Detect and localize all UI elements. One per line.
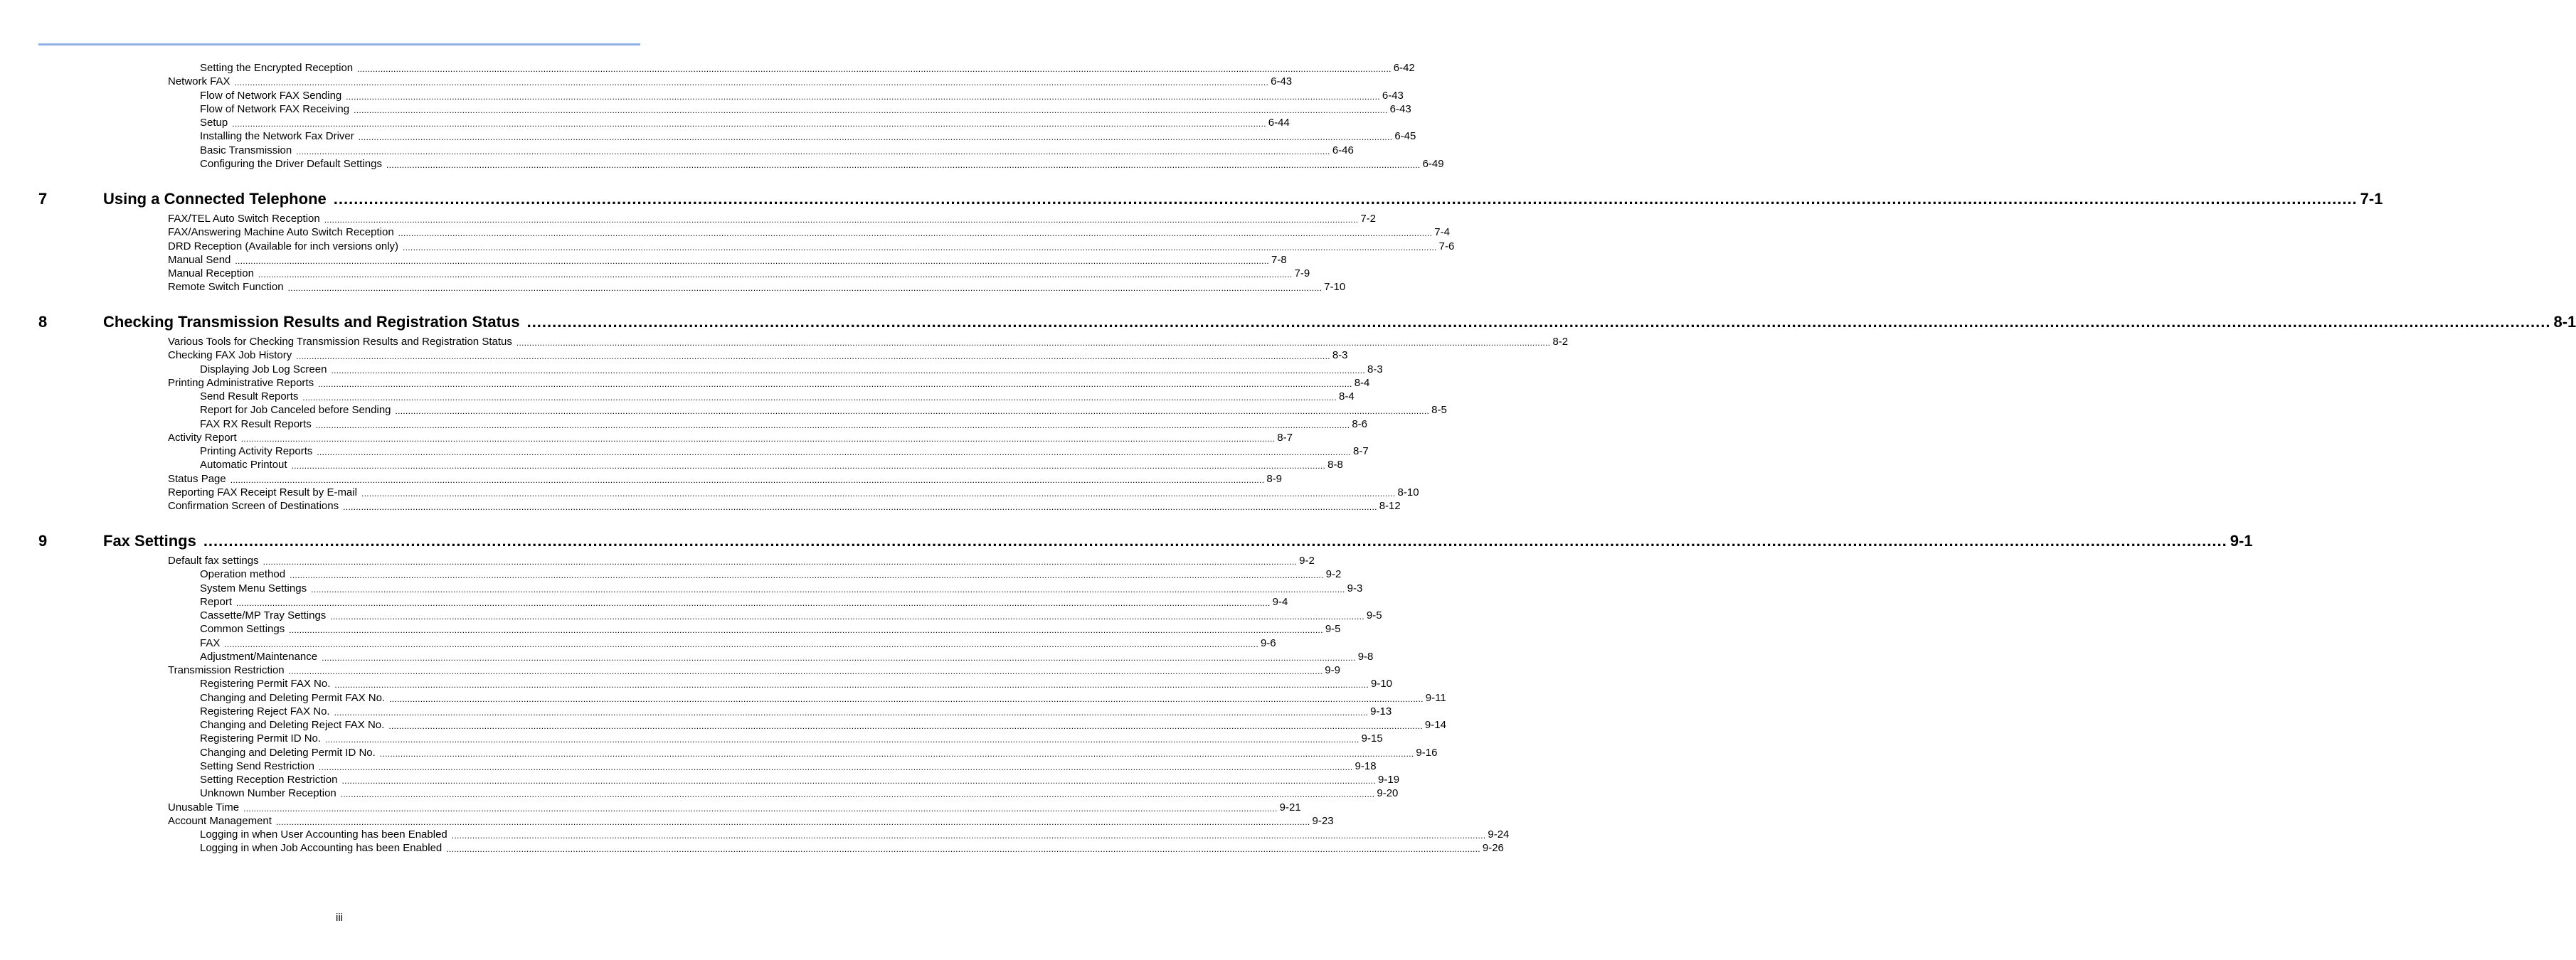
entry-page: 9-14 bbox=[1424, 719, 1446, 731]
toc-entry[interactable] bbox=[168, 472, 1283, 486]
dot-leader: ................................................................................................................................................................................................................................................................................................................................................................................................................ bbox=[287, 283, 1323, 293]
toc-entry[interactable] bbox=[200, 705, 1392, 718]
dot-leader: ................................................................................................................................................................................................................................................................................................................................................................................................................ bbox=[290, 570, 1324, 580]
dot-leader: ................................................................................................................................................................................................................................................................................................................................................................................................................ bbox=[398, 228, 1433, 238]
entry-page: 6-42 bbox=[1393, 62, 1415, 74]
dot-leader: ................................................................................................................................................................................................................................................................................................................................................................................................................ bbox=[235, 256, 1269, 266]
entry-page: 8-4 bbox=[1339, 390, 1355, 402]
entry-page: 7-10 bbox=[1324, 281, 1346, 293]
entry-page: 6-43 bbox=[1271, 75, 1293, 87]
entry-title: Unusable Time bbox=[168, 801, 240, 814]
dot-leader: ................................................................................................................................................................................................................................................................................................................................................................................................................ bbox=[291, 461, 1326, 471]
entry-title: Changing and Deleting Reject FAX No. bbox=[200, 719, 385, 731]
entry-title: Changing and Deleting Permit FAX No. bbox=[200, 692, 386, 704]
dot-leader: ................................................................................................................................................................................................................................................................................................................................................................................................................ bbox=[343, 502, 1377, 512]
toc-entry[interactable] bbox=[200, 609, 1382, 622]
page-number: iii bbox=[336, 912, 343, 924]
entry-title: System Menu Settings bbox=[200, 582, 307, 594]
toc-entry[interactable] bbox=[200, 650, 1374, 663]
dot-leader: ................................................................................................................................................................................................................................................................................................................................................................................................................ bbox=[234, 78, 1269, 87]
entry-page: 6-49 bbox=[1422, 158, 1444, 170]
entry-title: Default fax settings bbox=[168, 555, 259, 567]
entry-page: 9-18 bbox=[1355, 760, 1377, 772]
toc-entry[interactable] bbox=[168, 267, 1310, 280]
toc-entry[interactable] bbox=[168, 225, 1450, 239]
dot-leader: ................................................................................................................................................................................................................................................................................................................................................................................................................ bbox=[451, 831, 1486, 841]
dot-leader: ................................................................................................................................................................................................................................................................................................................................................................................................................ bbox=[516, 338, 1551, 348]
entry-page: 9-10 bbox=[1371, 678, 1393, 690]
toc-entry[interactable] bbox=[200, 718, 1446, 732]
toc-entry[interactable] bbox=[200, 403, 1447, 417]
entry-page: 9-8 bbox=[1357, 651, 1374, 663]
dot-leader: ................................................................................................................................................................................................................................................................................................................................................................................................................ bbox=[324, 215, 1359, 225]
dot-leader: ................................................................................................................................................................................................................................................................................................................................................................................................................ bbox=[315, 420, 1350, 430]
entry-title: Operation method bbox=[200, 568, 286, 580]
entry-page: 9-5 bbox=[1366, 609, 1382, 622]
entry-title: Remote Switch Function bbox=[168, 281, 284, 293]
entry-page: 6-43 bbox=[1382, 90, 1404, 102]
entry-page: 8-3 bbox=[1332, 349, 1348, 361]
entry-page: 8-4 bbox=[1354, 377, 1370, 389]
entry-page: 9-24 bbox=[1488, 828, 1510, 841]
chapter-page: 9-1 bbox=[2230, 532, 2253, 550]
toc-entry[interactable] bbox=[200, 828, 1510, 841]
dot-leader: ................................................................................................................................................................................................................................................................................................................................................................................................................ bbox=[318, 379, 1352, 389]
entry-page: 7-8 bbox=[1271, 254, 1287, 266]
entry-title: Common Settings bbox=[200, 623, 285, 635]
entry-title: Setting Send Restriction bbox=[200, 760, 314, 772]
entry-page: 9-9 bbox=[1325, 664, 1340, 676]
entry-title: Network FAX bbox=[168, 75, 230, 87]
toc-entry[interactable] bbox=[168, 212, 1377, 225]
entry-title: Various Tools for Checking Transmission Results and Registration Status bbox=[168, 336, 512, 348]
dot-leader: ................................................................................................................................................................................................................................................................................................................................................................................................................ bbox=[302, 393, 1337, 402]
toc-entry[interactable] bbox=[168, 75, 1293, 88]
dot-leader: ................................................................................................................................................................................................................................................................................................................................................................................................................ bbox=[243, 804, 1278, 814]
toc-entry[interactable] bbox=[200, 102, 1411, 116]
entry-title: FAX RX Result Reports bbox=[200, 418, 312, 430]
dot-leader: ................................................................................................................................................................................................................................................................................................................................................................................................................ bbox=[232, 119, 1266, 129]
entry-page: 9-11 bbox=[1425, 692, 1446, 704]
entry-page: 9-15 bbox=[1361, 732, 1383, 745]
chapter-title: Checking Transmission Results and Registration Status bbox=[103, 313, 520, 331]
entry-page: 8-10 bbox=[1397, 486, 1419, 498]
entry-title: Printing Administrative Reports bbox=[168, 377, 314, 389]
dot-leader: ................................................................................................................................................................................................................................................................................................................................................................................................................ bbox=[354, 105, 1388, 115]
toc-entry[interactable] bbox=[168, 280, 1346, 294]
entry-title: Changing and Deleting Permit ID No. bbox=[200, 747, 376, 759]
header-rule bbox=[38, 43, 640, 46]
entry-title: Registering Permit ID No. bbox=[200, 732, 322, 745]
entry-page: 6-43 bbox=[1389, 103, 1411, 115]
toc-entry[interactable] bbox=[168, 663, 1340, 677]
dot-leader: ................................................................................................................................................................................................................................................................................................................................................................................................................ bbox=[526, 313, 2551, 331]
entry-title: Automatic Printout bbox=[200, 459, 287, 471]
entry-title: DRD Reception (Available for inch versions only) bbox=[168, 240, 399, 252]
entry-page: 9-19 bbox=[1378, 774, 1400, 786]
chapter-number: 7 bbox=[38, 190, 48, 208]
dot-leader: ................................................................................................................................................................................................................................................................................................................................................................................................................ bbox=[224, 639, 1258, 649]
entry-page: 6-44 bbox=[1268, 117, 1290, 129]
toc-entry[interactable] bbox=[168, 801, 1301, 814]
toc-entry[interactable] bbox=[200, 567, 1342, 581]
dot-leader: ................................................................................................................................................................................................................................................................................................................................................................................................................ bbox=[203, 532, 2227, 550]
dot-leader: ................................................................................................................................................................................................................................................................................................................................................................................................................ bbox=[311, 585, 1345, 594]
toc-entry[interactable] bbox=[200, 691, 1446, 705]
dot-leader: ................................................................................................................................................................................................................................................................................................................................................................................................................ bbox=[263, 557, 1298, 567]
chapter-title: Using a Connected Telephone bbox=[103, 190, 327, 208]
toc-entry[interactable] bbox=[168, 554, 1315, 567]
toc-entry[interactable] bbox=[200, 390, 1355, 403]
entry-title: Transmission Restriction bbox=[168, 664, 285, 676]
entry-title: Send Result Reports bbox=[200, 390, 299, 402]
entry-page: 6-46 bbox=[1332, 144, 1354, 156]
entry-title: Configuring the Driver Default Settings bbox=[200, 158, 382, 170]
entry-page: 9-13 bbox=[1370, 705, 1392, 718]
toc-entry[interactable] bbox=[168, 814, 1334, 828]
entry-page: 9-5 bbox=[1325, 623, 1341, 635]
entry-title: Logging in when User Accounting has been Enabled bbox=[200, 828, 447, 841]
dot-leader: ................................................................................................................................................................................................................................................................................................................................................................................................................ bbox=[275, 817, 1310, 827]
dot-leader: ................................................................................................................................................................................................................................................................................................................................................................................................................ bbox=[341, 776, 1377, 786]
toc-entry[interactable] bbox=[200, 636, 1276, 650]
chapter-number: 8 bbox=[38, 313, 48, 331]
entry-title: Basic Transmission bbox=[200, 144, 292, 156]
entry-title: Activity Report bbox=[168, 432, 237, 444]
entry-title: FAX bbox=[200, 637, 221, 649]
entry-page: 8-5 bbox=[1431, 404, 1447, 416]
dot-leader: ................................................................................................................................................................................................................................................................................................................................................................................................................ bbox=[296, 146, 1330, 156]
entry-page: 9-2 bbox=[1325, 568, 1342, 580]
dot-leader: ................................................................................................................................................................................................................................................................................................................................................................................................................ bbox=[357, 64, 1392, 74]
entry-title: Cassette/MP Tray Settings bbox=[200, 609, 327, 622]
chapter-page: 7-1 bbox=[2360, 190, 2383, 208]
dot-leader: ................................................................................................................................................................................................................................................................................................................................................................................................................ bbox=[334, 708, 1369, 718]
entry-title: Setup bbox=[200, 117, 228, 129]
entry-title: FAX/TEL Auto Switch Reception bbox=[168, 213, 320, 225]
toc-entry[interactable] bbox=[168, 335, 1569, 348]
entry-title: Setting the Encrypted Reception bbox=[200, 62, 354, 74]
toc-entry[interactable] bbox=[200, 458, 1343, 471]
toc-entry[interactable] bbox=[200, 582, 1363, 595]
entry-title: Adjustment/Maintenance bbox=[200, 651, 318, 663]
chapter-title: Fax Settings bbox=[103, 532, 196, 550]
entry-page: 8-7 bbox=[1277, 432, 1293, 444]
entry-title: FAX/Answering Machine Auto Switch Reception bbox=[168, 226, 394, 238]
entry-title: Installing the Network Fax Driver bbox=[200, 130, 354, 142]
dot-leader: ................................................................................................................................................................................................................................................................................................................................................................................................................ bbox=[358, 132, 1393, 142]
entry-page: 9-2 bbox=[1299, 555, 1315, 567]
dot-leader: ................................................................................................................................................................................................................................................................................................................................................................................................................ bbox=[403, 242, 1437, 252]
entry-title: Account Management bbox=[168, 815, 272, 827]
entry-title: Report bbox=[200, 596, 233, 608]
toc-entry[interactable] bbox=[200, 116, 1290, 129]
dot-leader: ................................................................................................................................................................................................................................................................................................................................................................................................................ bbox=[296, 351, 1330, 361]
entry-title: Reporting FAX Receipt Result by E-mail bbox=[168, 486, 357, 498]
chapter-page: 8-1 bbox=[2553, 313, 2576, 331]
toc-entry[interactable] bbox=[168, 240, 1455, 253]
entry-title: Registering Permit FAX No. bbox=[200, 678, 331, 690]
entry-title: Manual Send bbox=[168, 254, 231, 266]
entry-page: 9-23 bbox=[1312, 815, 1334, 827]
toc-entry[interactable] bbox=[200, 595, 1288, 609]
toc-entry[interactable] bbox=[200, 417, 1368, 431]
entry-page: 8-9 bbox=[1266, 473, 1283, 485]
toc-entry[interactable] bbox=[168, 486, 1419, 499]
entry-page: 9-4 bbox=[1272, 596, 1288, 608]
dot-leader: ................................................................................................................................................................................................................................................................................................................................................................................................................ bbox=[322, 653, 1356, 663]
dot-leader: ................................................................................................................................................................................................................................................................................................................................................................................................................ bbox=[346, 92, 1380, 102]
dot-leader: ................................................................................................................................................................................................................................................................................................................................................................................................................ bbox=[330, 612, 1364, 622]
entry-title: Report for Job Canceled before Sending bbox=[200, 404, 391, 416]
dot-leader: ................................................................................................................................................................................................................................................................................................................................................................................................................ bbox=[288, 666, 1323, 676]
dot-leader: ................................................................................................................................................................................................................................................................................................................................................................................................................ bbox=[389, 694, 1424, 704]
toc-entry[interactable] bbox=[200, 61, 1415, 75]
toc-entry[interactable] bbox=[168, 499, 1401, 513]
dot-leader: ................................................................................................................................................................................................................................................................................................................................................................................................................ bbox=[334, 680, 1369, 690]
entry-page: 7-6 bbox=[1438, 240, 1455, 252]
toc-entry[interactable] bbox=[168, 348, 1348, 362]
toc-entry[interactable] bbox=[200, 129, 1416, 143]
entry-title: Confirmation Screen of Destinations bbox=[168, 500, 339, 512]
entry-page: 9-20 bbox=[1377, 787, 1399, 799]
entry-page: 7-2 bbox=[1360, 213, 1377, 225]
dot-leader: ................................................................................................................................................................................................................................................................................................................................................................................................................ bbox=[379, 749, 1414, 759]
chapter-number: 9 bbox=[38, 532, 48, 550]
chapter-heading[interactable] bbox=[38, 189, 2383, 209]
entry-title: Unknown Number Reception bbox=[200, 787, 336, 799]
toc-entry[interactable] bbox=[200, 89, 1404, 102]
toc-entry[interactable] bbox=[200, 732, 1383, 745]
toc-entry[interactable] bbox=[168, 431, 1293, 444]
entry-page: 8-12 bbox=[1379, 500, 1401, 512]
dot-leader: ................................................................................................................................................................................................................................................................................................................................................................................................................ bbox=[446, 844, 1480, 854]
entry-page: 9-3 bbox=[1347, 582, 1363, 594]
toc-entry[interactable] bbox=[200, 444, 1369, 458]
chapter-heading[interactable] bbox=[38, 531, 2253, 551]
entry-page: 8-7 bbox=[1353, 445, 1369, 457]
entry-title: Registering Reject FAX No. bbox=[200, 705, 330, 718]
entry-page: 8-8 bbox=[1327, 459, 1343, 471]
entry-title: Displaying Job Log Screen bbox=[200, 363, 327, 375]
dot-leader: ................................................................................................................................................................................................................................................................................................................................................................................................................ bbox=[236, 598, 1271, 608]
entry-page: 9-26 bbox=[1482, 842, 1504, 854]
dot-leader: ................................................................................................................................................................................................................................................................................................................................................................................................................ bbox=[318, 762, 1353, 772]
entry-title: Flow of Network FAX Sending bbox=[200, 90, 342, 102]
entry-page: 9-6 bbox=[1260, 637, 1276, 649]
dot-leader: ................................................................................................................................................................................................................................................................................................................................................................................................................ bbox=[331, 366, 1366, 375]
toc-entry[interactable] bbox=[200, 144, 1354, 157]
entry-page: 7-4 bbox=[1434, 226, 1450, 238]
toc-entry[interactable] bbox=[200, 841, 1504, 855]
entry-page: 9-21 bbox=[1279, 801, 1301, 814]
chapter-heading[interactable] bbox=[38, 312, 2576, 332]
dot-leader: ................................................................................................................................................................................................................................................................................................................................................................................................................ bbox=[325, 735, 1359, 745]
entry-page: 6-45 bbox=[1394, 130, 1416, 142]
dot-leader: ................................................................................................................................................................................................................................................................................................................................................................................................................ bbox=[361, 489, 1396, 498]
dot-leader: ................................................................................................................................................................................................................................................................................................................................................................................................................ bbox=[340, 789, 1375, 799]
toc-entry[interactable] bbox=[200, 786, 1399, 800]
toc-entry[interactable] bbox=[200, 363, 1383, 376]
toc-entry[interactable] bbox=[200, 157, 1444, 171]
entry-page: 7-9 bbox=[1294, 267, 1310, 279]
dot-leader: ................................................................................................................................................................................................................................................................................................................................................................................................................ bbox=[230, 475, 1265, 485]
dot-leader: ................................................................................................................................................................................................................................................................................................................................................................................................................ bbox=[386, 160, 1421, 170]
entry-title: Manual Reception bbox=[168, 267, 254, 279]
dot-leader: ................................................................................................................................................................................................................................................................................................................................................................................................................ bbox=[240, 434, 1276, 444]
entry-page: 8-2 bbox=[1552, 336, 1569, 348]
toc-entry[interactable] bbox=[200, 677, 1393, 690]
entry-page: 8-6 bbox=[1352, 418, 1368, 430]
dot-leader: ................................................................................................................................................................................................................................................................................................................................................................................................................ bbox=[258, 270, 1293, 279]
toc-entry[interactable] bbox=[200, 622, 1341, 636]
dot-leader: ................................................................................................................................................................................................................................................................................................................................................................................................................ bbox=[317, 447, 1351, 457]
toc-entry[interactable] bbox=[168, 376, 1370, 390]
dot-leader: ................................................................................................................................................................................................................................................................................................................................................................................................................ bbox=[333, 190, 2358, 208]
entry-title: Printing Activity Reports bbox=[200, 445, 313, 457]
toc-entry[interactable] bbox=[200, 773, 1400, 786]
toc-entry[interactable] bbox=[200, 746, 1438, 759]
entry-title: Flow of Network FAX Receiving bbox=[200, 103, 350, 115]
entry-title: Checking FAX Job History bbox=[168, 349, 292, 361]
dot-leader: ................................................................................................................................................................................................................................................................................................................................................................................................................ bbox=[395, 406, 1430, 416]
entry-page: 8-3 bbox=[1367, 363, 1383, 375]
entry-page: 9-16 bbox=[1416, 747, 1438, 759]
dot-leader: ................................................................................................................................................................................................................................................................................................................................................................................................................ bbox=[289, 625, 1323, 635]
toc-entry[interactable] bbox=[168, 253, 1287, 267]
entry-title: Setting Reception Restriction bbox=[200, 774, 338, 786]
dot-leader: ................................................................................................................................................................................................................................................................................................................................................................................................................ bbox=[388, 721, 1423, 731]
entry-title: Status Page bbox=[168, 473, 226, 485]
toc-entry[interactable] bbox=[200, 759, 1377, 773]
entry-title: Logging in when Job Accounting has been Enabled bbox=[200, 842, 442, 854]
